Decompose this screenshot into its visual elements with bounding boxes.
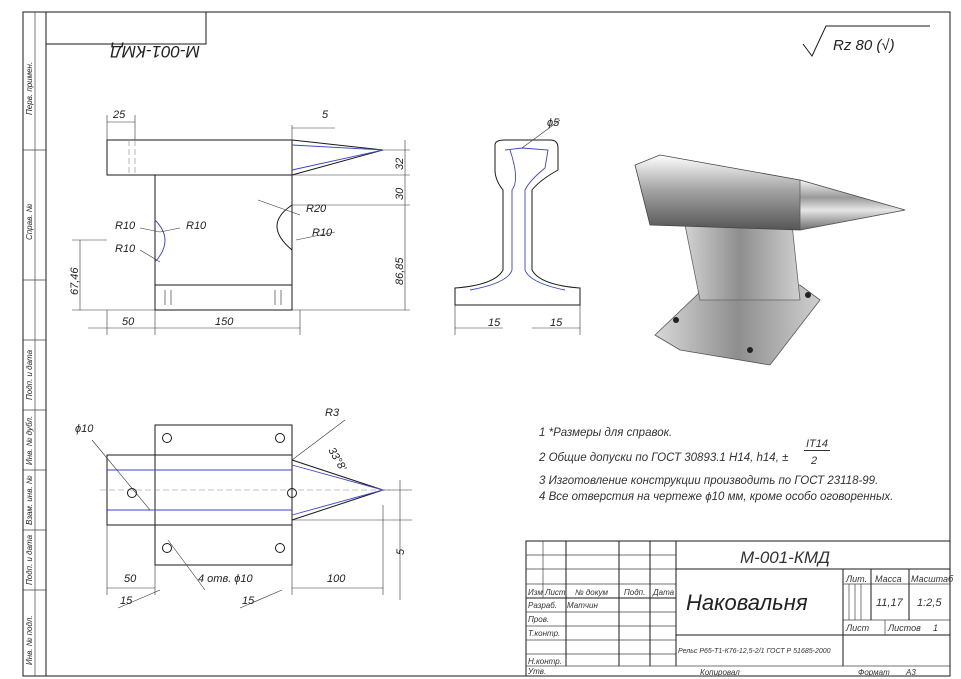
dim-32: 32 (394, 157, 406, 170)
roughness-mark (803, 26, 930, 56)
side-label-perv: Перв. примен. (25, 61, 34, 115)
side-label-dubl: Инв. № дубл. (25, 415, 34, 465)
title-name: Наковальня (686, 590, 808, 615)
side-label-vzam: Взам. инв. № (25, 475, 34, 525)
dim-phi10: ϕ10 (75, 423, 94, 435)
hole (276, 434, 285, 443)
side-label-podp2: Подп. и дата (25, 534, 34, 585)
title-designation: М-001-КМД (740, 548, 830, 567)
col-docum: № докум (575, 588, 609, 597)
sheet-frame (46, 12, 950, 676)
section-view (455, 117, 580, 335)
dim-15-right: 15 (550, 317, 563, 329)
dim-r3: R3 (325, 407, 340, 419)
col-izm: Изм (528, 588, 543, 597)
dim-r10-right: R10 (312, 227, 333, 239)
note-2: 2 Общие допуски по ГОСТ 30893.1 H14, h14, ± (539, 452, 789, 464)
tolerance-denominator: 2 (811, 455, 818, 467)
hole (276, 544, 285, 553)
dim-5: 5 (322, 109, 329, 121)
note-4: 4 Все отверстия на чертеже ϕ10 мм, кроме особо оговоренных. (539, 491, 894, 503)
anvil-render (635, 155, 905, 365)
dim-phi5: ϕ5 (547, 117, 560, 129)
format-value: А3 (906, 668, 916, 677)
dim-holes: 4 отв. ϕ10 (198, 573, 253, 585)
scale-value: 1:2,5 (917, 597, 942, 609)
sheets-label: Листов (888, 623, 921, 633)
note-1: 1 *Размеры для справок. (539, 427, 673, 439)
mirrored-code: М-001-КМД (110, 42, 200, 61)
dim-angle: 33°8' (325, 445, 349, 474)
dim-150: 150 (215, 316, 234, 328)
dim-15-top-right: 15 (242, 595, 255, 607)
hole (163, 434, 172, 443)
dim-100: 100 (327, 573, 346, 585)
mirrored-code-box (46, 12, 206, 61)
dim-5-top: 5 (395, 548, 407, 555)
note-3: 3 Изготовление конструкции производить по ГОСТ 23118-99. (539, 475, 879, 487)
scale-label: Масштаб (911, 574, 954, 584)
dim-r10-mid: R10 (186, 220, 207, 232)
render-hole (747, 347, 753, 353)
dim-50-top: 50 (124, 573, 137, 585)
dim-30: 30 (394, 187, 406, 200)
side-strip (23, 12, 46, 676)
col-podp: Подп. (624, 588, 646, 597)
dim-8685: 86,85 (394, 257, 406, 285)
dim-r20: R20 (306, 203, 327, 215)
dim-15-left: 15 (488, 317, 501, 329)
lit-label: Лит. (846, 574, 868, 584)
row-nkontr: Н.контр. (528, 657, 562, 666)
sheet-label: Лист (846, 623, 870, 633)
dim-25: 25 (113, 109, 126, 121)
dim-r10-left-top: R10 (115, 220, 136, 232)
col-list: Лист (545, 588, 566, 597)
side-label-sprav: Справ. № (25, 203, 34, 240)
dim-50: 50 (122, 316, 135, 328)
roughness-text: Rz 80 (√) (833, 37, 895, 54)
top-view (75, 407, 412, 608)
side-label-podp1: Подп. и дата (25, 349, 34, 400)
mass-value: 11,17 (876, 597, 903, 609)
row-razrab: Разраб. (528, 601, 557, 610)
developer-name: Матчин (567, 601, 598, 610)
side-label-podl: Инв. № подл. (25, 615, 34, 665)
dim-15-top-left: 15 (120, 595, 133, 607)
col-data: Дата (653, 588, 675, 597)
tolerance-numerator: IT14 (806, 438, 829, 450)
row-tkontr: Т.контр. (528, 629, 561, 638)
format-label: Формат (858, 668, 890, 677)
dim-6746: 67,46 (69, 267, 81, 295)
render-hole (673, 317, 679, 323)
title-material: Рельс Р65-Т1-К76-12,5-2/1 ГОСТ Р 51685-2000 (678, 648, 831, 655)
hole (163, 544, 172, 553)
sheets-value: 1 (933, 623, 939, 633)
dim-r10-left-bottom: R10 (115, 243, 136, 255)
row-utv: Утв. (528, 667, 547, 676)
front-view (69, 109, 410, 335)
mass-label: Масса (875, 574, 902, 584)
row-prov: Пров. (528, 615, 550, 624)
render-hole (805, 292, 811, 298)
copied-label: Копировал (700, 668, 740, 677)
